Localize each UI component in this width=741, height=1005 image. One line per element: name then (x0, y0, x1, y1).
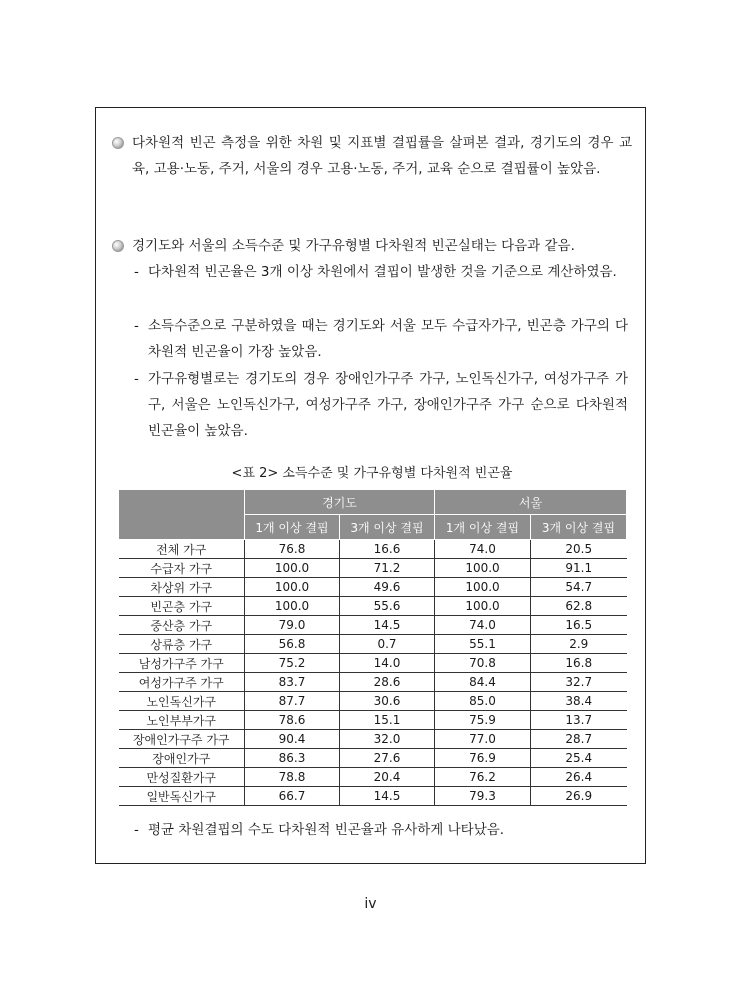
dash-marker: - (134, 318, 139, 334)
bullet-icon (112, 137, 124, 149)
dash-marker: - (134, 264, 139, 280)
value-cell: 25.4 (531, 749, 627, 768)
value-cell: 28.6 (340, 673, 435, 692)
value-cell: 27.6 (340, 749, 435, 768)
subheader-cell: 1개 이상 결핍 (435, 515, 531, 540)
value-cell: 78.6 (245, 711, 340, 730)
table-row (119, 692, 627, 711)
table-row (119, 559, 627, 578)
value-cell: 14.5 (340, 787, 435, 806)
sub-item-text: 소득수준으로 구분하였을 때는 경기도와 서울 모두 수급자가구, 빈곤층 가구의 다차원적 빈곤율이 가장 높았음. (148, 318, 628, 360)
row-label-cell: 상류층 가구 (119, 635, 245, 654)
value-cell: 26.4 (531, 768, 627, 787)
value-cell: 26.9 (531, 787, 627, 806)
value-cell: 75.2 (245, 654, 340, 673)
subheader-cell: 3개 이상 결핍 (340, 515, 435, 540)
value-cell: 32.0 (340, 730, 435, 749)
sub-item-text: 가구유형별로는 경기도의 경우 장애인가구주 가구, 노인독신가구, 여성가구주 가구, 서울은 노인독신가구, 여성가구주 가구, 장애인가구주 가구 순으로 다차원적 빈곤율이 높았음. (148, 371, 628, 439)
value-cell: 54.7 (531, 578, 627, 597)
row-label-cell: 차상위 가구 (119, 578, 245, 597)
table-row (119, 749, 627, 768)
value-cell: 28.7 (531, 730, 627, 749)
value-cell: 16.5 (531, 616, 627, 635)
row-label-cell: 중산층 가구 (119, 616, 245, 635)
value-cell: 20.4 (340, 768, 435, 787)
value-cell: 100.0 (435, 578, 531, 597)
poverty-rate-table (118, 489, 627, 806)
table-row (119, 635, 627, 654)
row-label-cell: 수급자 가구 (119, 559, 245, 578)
row-label-cell: 남성가구주 가구 (119, 654, 245, 673)
value-cell: 55.1 (435, 635, 531, 654)
value-cell: 100.0 (245, 597, 340, 616)
table-row (119, 768, 627, 787)
value-cell: 2.9 (531, 635, 627, 654)
value-cell: 13.7 (531, 711, 627, 730)
table-caption: <표 2> 소득수준 및 가구유형별 다차원적 빈곤율 (231, 466, 513, 481)
value-cell: 77.0 (435, 730, 531, 749)
table-row (119, 654, 627, 673)
value-cell: 91.1 (531, 559, 627, 578)
value-cell: 38.4 (531, 692, 627, 711)
table-row (119, 597, 627, 616)
value-cell: 16.8 (531, 654, 627, 673)
region-header-gyeonggi: 경기도 (245, 490, 435, 515)
sub-item-text: 다차원적 빈곤율은 3개 이상 차원에서 결핍이 발생한 것을 기준으로 계산하였음. (148, 264, 617, 280)
value-cell: 76.8 (245, 540, 340, 559)
row-label-cell: 노인부부가구 (119, 711, 245, 730)
paragraph-text: 다차원적 빈곤 측정을 위한 차원 및 지표별 결핍률을 살펴본 결과, 경기도의 경우 교육, 고용·노동, 주거, 서울의 경우 고용·노동, 주거, 교육 순으로 결핍률이 높았음. (132, 135, 632, 177)
sub-item-household-type (134, 366, 628, 444)
sub-item-text: 평균 차원결핍의 수도 다차원적 빈곤율과 유사하게 나타났음. (148, 822, 505, 838)
row-label-cell: 여성가구주 가구 (119, 673, 245, 692)
value-cell: 83.7 (245, 673, 340, 692)
value-cell: 100.0 (435, 559, 531, 578)
value-cell: 76.9 (435, 749, 531, 768)
table-row (119, 540, 627, 559)
value-cell: 90.4 (245, 730, 340, 749)
value-cell: 32.7 (531, 673, 627, 692)
table-row (119, 673, 627, 692)
dash-marker: - (134, 371, 139, 387)
table-body (119, 540, 627, 806)
table-row (119, 616, 627, 635)
table-row (119, 730, 627, 749)
value-cell: 71.2 (340, 559, 435, 578)
table-row (119, 711, 627, 730)
table-header-row (119, 490, 627, 515)
value-cell: 49.6 (340, 578, 435, 597)
table-row (119, 787, 627, 806)
value-cell: 14.5 (340, 616, 435, 635)
paragraph-poverty-status (112, 233, 632, 259)
row-label-cell: 장애인가구 (119, 749, 245, 768)
subheader-cell: 1개 이상 결핍 (245, 515, 340, 540)
paragraph-deprivation-rate (112, 130, 632, 182)
sub-item-average-deprivation (134, 817, 628, 843)
table-row (119, 578, 627, 597)
subheader-cell: 3개 이상 결핍 (531, 515, 627, 540)
row-label-cell: 빈곤층 가구 (119, 597, 245, 616)
region-header-seoul: 서울 (435, 490, 627, 515)
value-cell: 20.5 (531, 540, 627, 559)
row-label-cell: 일반독신가구 (119, 787, 245, 806)
value-cell: 15.1 (340, 711, 435, 730)
value-cell: 79.3 (435, 787, 531, 806)
value-cell: 70.8 (435, 654, 531, 673)
value-cell: 74.0 (435, 540, 531, 559)
value-cell: 74.0 (435, 616, 531, 635)
value-cell: 100.0 (245, 578, 340, 597)
bullet-icon (112, 240, 124, 252)
dash-marker: - (134, 822, 139, 838)
value-cell: 30.6 (340, 692, 435, 711)
paragraph-text: 경기도와 서울의 소득수준 및 가구유형별 다차원적 빈곤실태는 다음과 같음. (132, 238, 575, 254)
value-cell: 66.7 (245, 787, 340, 806)
value-cell: 87.7 (245, 692, 340, 711)
value-cell: 16.6 (340, 540, 435, 559)
value-cell: 78.8 (245, 768, 340, 787)
value-cell: 100.0 (245, 559, 340, 578)
row-label-cell: 장애인가구주 가구 (119, 730, 245, 749)
value-cell: 76.2 (435, 768, 531, 787)
row-label-cell: 만성질환가구 (119, 768, 245, 787)
value-cell: 55.6 (340, 597, 435, 616)
value-cell: 56.8 (245, 635, 340, 654)
row-label-cell: 노인독신가구 (119, 692, 245, 711)
value-cell: 75.9 (435, 711, 531, 730)
sub-item-income-level (134, 313, 628, 365)
value-cell: 0.7 (340, 635, 435, 654)
value-cell: 85.0 (435, 692, 531, 711)
value-cell: 100.0 (435, 597, 531, 616)
row-label-header (119, 490, 245, 540)
value-cell: 79.0 (245, 616, 340, 635)
value-cell: 84.4 (435, 673, 531, 692)
sub-item-calculation (134, 259, 628, 285)
value-cell: 14.0 (340, 654, 435, 673)
value-cell: 86.3 (245, 749, 340, 768)
page-number: iv (364, 896, 377, 912)
row-label-cell: 전체 가구 (119, 540, 245, 559)
value-cell: 62.8 (531, 597, 627, 616)
